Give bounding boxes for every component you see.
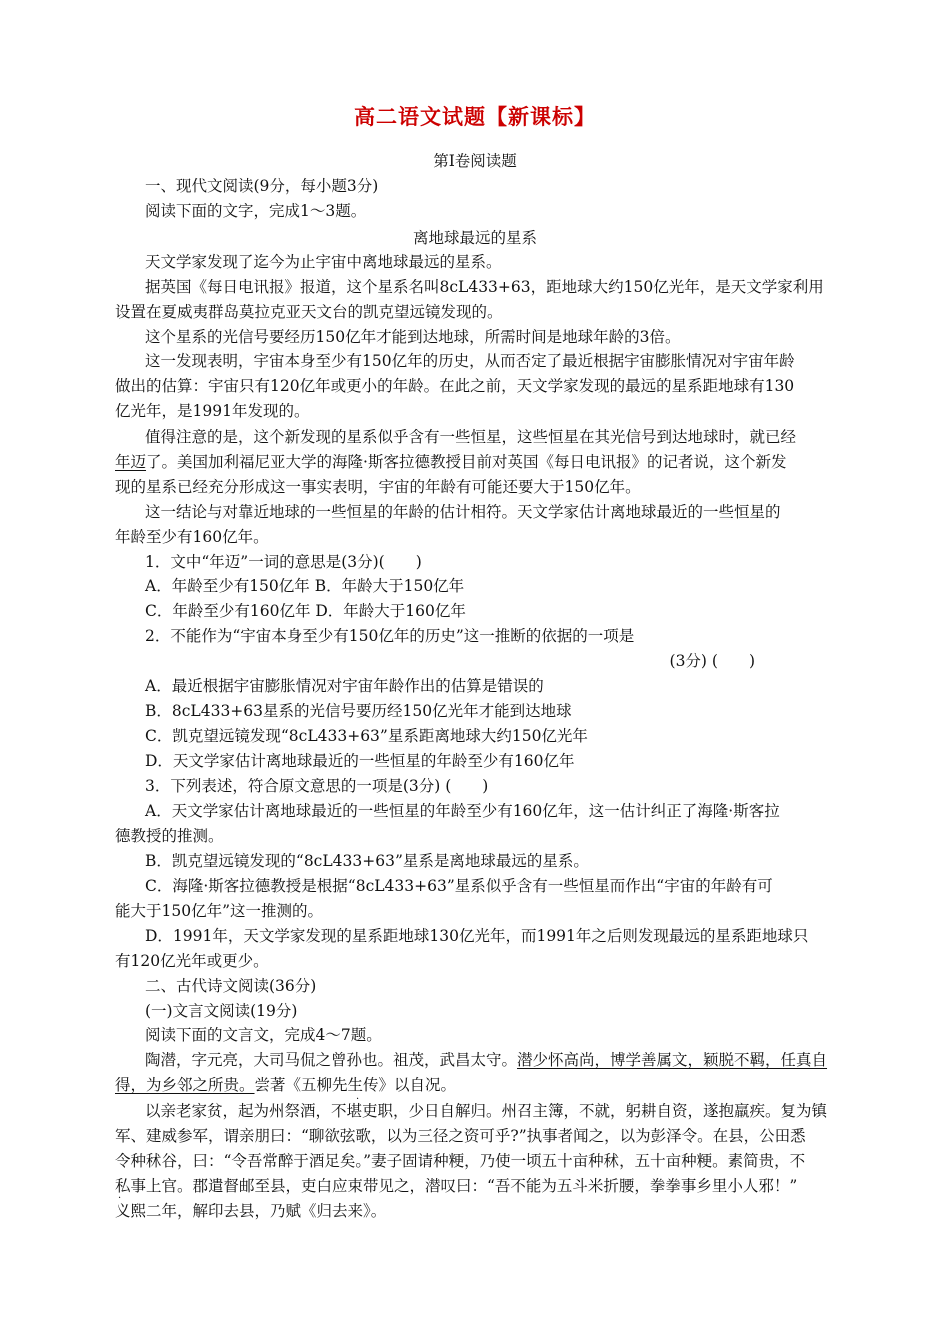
part1-heading: 一、现代文阅读(9分，每小题3分)	[145, 177, 379, 195]
paragraph: 做出的估算：宇宙只有120亿年或更小的年龄。在此之前，天文学家发现的最远的星系距地球有130	[115, 377, 795, 395]
paragraph: 现的星系已经充分形成这一事实表明，宇宙的年龄有可能还要大于150亿年。	[115, 478, 641, 496]
paragraph	[115, 452, 845, 472]
question-3-option-a: A．天文学家估计离地球最近的一些恒星的年龄至少有160亿年，这一估计纠正了海隆·斯客拉	[145, 802, 780, 820]
part1-instruction: 阅读下面的文字，完成1～3题。	[145, 202, 367, 220]
paragraph: 设置在夏威夷群岛莫拉克亚天文台的凯克望远镜发现的。	[115, 303, 503, 321]
paragraph: 亿光年，是1991年发现的。	[115, 402, 310, 420]
page-title: 高二语文试题【新课标】	[354, 105, 596, 129]
classical-text: 义熙二年，解印去县，乃赋《归去来》。	[115, 1202, 387, 1220]
emphasis-dot: ·	[356, 1094, 360, 1105]
emphasis-dot: ·	[118, 1193, 122, 1204]
question-2-option-a: A．最近根据宇宙膨胀情况对宇宙年龄作出的估算是错误的	[145, 677, 544, 695]
question-3-option-a-cont: 德教授的推测。	[115, 827, 224, 845]
paragraph: 据英国《每日电讯报》报道，这个星系名叫8cL433+63，距地球大约150亿光年，是天文学家利用	[145, 278, 824, 296]
classical-text	[145, 1050, 845, 1070]
classical-text: 军、建威参军，谓亲朋曰：“聊欲弦歌，以为三径之资可乎?”执事者闻之，以为彭泽令。在县，公田悉	[115, 1127, 806, 1145]
part2-subheading: (一)文言文阅读(19分)	[145, 1002, 298, 1020]
part2-instruction: 阅读下面的文言文，完成4～7题。	[145, 1026, 382, 1044]
question-1-options-ab: A．年龄至少有150亿年 B．年龄大于150亿年	[145, 577, 465, 595]
paragraph: 值得注意的是，这个新发现的星系似乎含有一些恒星，这些恒星在其光信号到达地球时，就已经	[145, 428, 797, 446]
question-3-option-c-cont: 能大于150亿年”这一推测的。	[115, 902, 324, 920]
paragraph: 天文学家发现了迄今为止宇宙中离地球最远的星系。	[145, 253, 502, 271]
question-3-stem: 3．下列表述，符合原文意思的一项是(3分) ( )	[145, 777, 489, 795]
classical-text	[115, 1075, 845, 1095]
classical-text: 令种秫谷，曰：“令吾常醉于酒足矣。”妻子固请种粳，乃使一顷五十亩种秫，五十亩种粳。素简贵，不	[115, 1152, 806, 1170]
question-3-option-d: D．1991年，天文学家发现的星系距地球130亿光年，而1991年之后则发现最远的星系距地球只	[145, 927, 809, 945]
question-2-score: (3分) ( )	[669, 652, 755, 670]
question-3-option-d-cont: 有120亿光年或更少。	[115, 952, 269, 970]
paragraph: 这个星系的光信号要经历150亿年才能到达地球，所需时间是地球年龄的3倍。	[145, 328, 681, 346]
underlined-term: 年迈	[115, 453, 147, 471]
classical-text: 以亲老家贫，起为州祭酒，不堪吏职，少日自解归。州召主簿，不就，躬耕自资，遂抱羸疾。复为镇	[145, 1102, 828, 1120]
underlined-sentence: 潜少怀高尚，博学善属文，颖脱不羁，任真自	[517, 1051, 828, 1069]
paragraph-text: 了。美国加利福尼亚大学的海隆·斯客拉德教授目前对英国《每日电讯报》的记者说，这个新发	[146, 453, 787, 471]
part2-heading: 二、古代诗文阅读(36分)	[145, 977, 317, 995]
question-3-option-b: B．凯克望远镜发现的“8cL433+63”星系是离地球最远的星系。	[145, 852, 589, 870]
paragraph: 这一发现表明，宇宙本身至少有150亿年的历史，从而否定了最近根据宇宙膨胀情况对宇宙年龄	[145, 352, 795, 370]
question-2-option-d: D．天文学家估计离地球最近的一些恒星的年龄至少有160亿年	[145, 752, 575, 770]
question-2-stem: 2．不能作为“宇宙本身至少有150亿年的历史”这一推断的依据的一项是	[145, 627, 635, 645]
underlined-sentence: 得，为乡邻之所贵。	[115, 1076, 255, 1094]
paragraph: 这一结论与对靠近地球的一些恒星的年龄的估计相符。天文学家估计离地球最近的一些恒星的	[145, 503, 781, 521]
classical-text-span: 陶潜，字元亮，大司马侃之曾孙也。祖茂，武昌太守。	[145, 1051, 518, 1069]
question-1-stem: 1．文中“年迈”一词的意思是(3分)( )	[145, 553, 422, 571]
question-1-options-cd: C．年龄至少有160亿年 D．年龄大于160亿年	[145, 602, 466, 620]
classical-text-span: 尝著《五柳先生传》以自况。	[254, 1076, 457, 1094]
classical-text: 私事上官。郡遣督邮至县，吏白应束带见之，潜叹曰：“吾不能为五斗米折腰，拳拳事乡里小人邪！”	[115, 1177, 798, 1195]
question-2-option-b: B．8cL433+63星系的光信号要历经150亿光年才能到达地球	[145, 702, 572, 720]
article-title: 离地球最远的星系	[412, 229, 537, 247]
paragraph: 年龄至少有160亿年。	[115, 528, 269, 546]
question-2-option-c: C．凯克望远镜发现“8cL433+63”星系距离地球大约150亿光年	[145, 727, 588, 745]
question-3-option-c: C．海隆·斯客拉德教授是根据“8cL433+63”星系似乎含有一些恒星而作出“宇宙的年龄有可	[145, 877, 773, 895]
section-title: 第Ⅰ卷阅读题	[433, 152, 517, 170]
